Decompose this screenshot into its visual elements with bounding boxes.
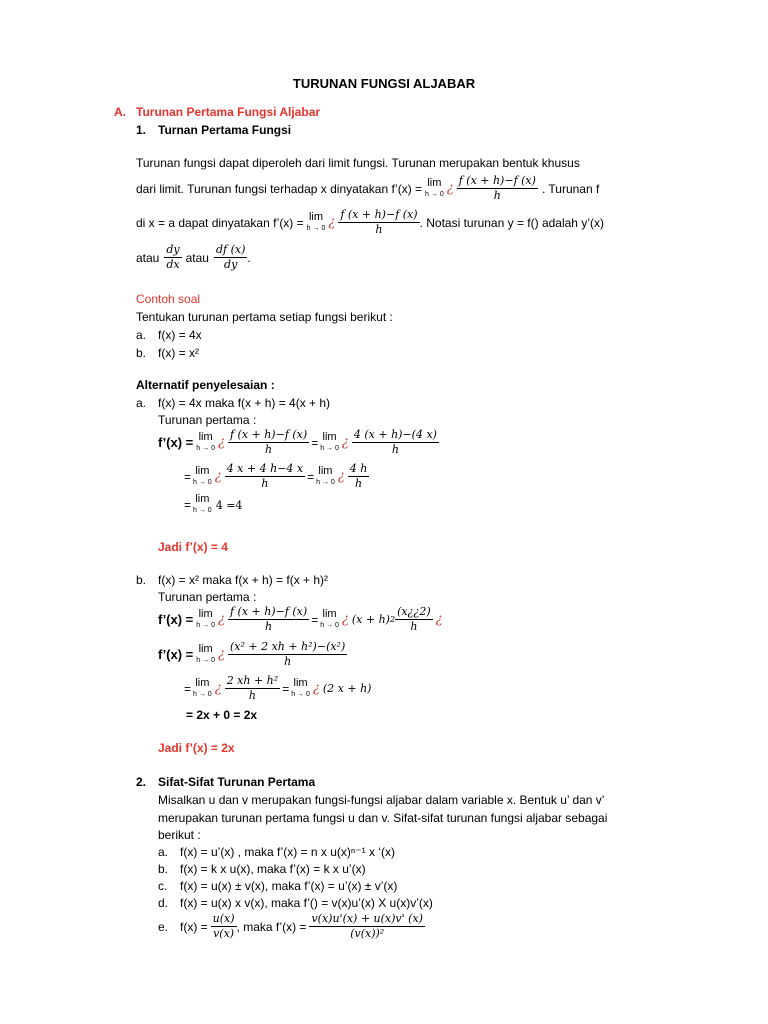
intro-line-2-text: dari limit. Turunan fungsi terhadap x dinyatakan f’(x) = <box>136 181 423 196</box>
limit-symbol: lim h → 0 <box>196 642 215 664</box>
difference-quotient: $\frac{f (x + h)-f (x)}{h}$ <box>340 208 418 236</box>
alt-b-turunan: Turunan pertama : <box>158 590 257 604</box>
quotient-fraction: $\frac{u(x)}{v(x)}$ <box>212 912 235 940</box>
period: . <box>247 250 251 265</box>
contoh-instruction: Tentukan turunan pertama setiap fungsi berikut : <box>136 310 393 324</box>
property-text: f(x) = <box>180 919 208 934</box>
property-label: a. <box>158 845 169 859</box>
atau-text: atau <box>136 250 160 265</box>
fraction: $\frac{f (x + h)-f (x)}{h}$ <box>229 605 308 633</box>
atau-text: atau <box>185 250 209 265</box>
inverted-question-mark: ¿ <box>435 612 443 627</box>
equals: = <box>311 612 319 627</box>
limit-symbol: lim h → 0 <box>425 176 444 198</box>
inverted-question-mark: ¿ <box>217 612 225 627</box>
section-a-heading: Turunan Pertama Fungsi Aljabar <box>136 105 321 119</box>
limit-symbol: lim h → 0 <box>193 493 212 514</box>
inverted-question-mark: ¿ <box>341 435 349 450</box>
alt-b-label: b. <box>136 573 147 587</box>
exponent: 2 <box>389 615 396 624</box>
property-label: b. <box>158 862 169 876</box>
intro-line-3-end: . Notasi turunan y = f() adalah y’(x) <box>419 215 604 230</box>
intro-line-2-end: . Turunan f <box>541 181 600 196</box>
result: 4 =4 <box>215 498 243 512</box>
limit-symbol: lim h → 0 <box>196 430 215 452</box>
sub2-para-3: berikut : <box>158 828 201 842</box>
inverted-question-mark: ¿ <box>214 681 222 696</box>
inverted-question-mark: ¿ <box>337 469 345 484</box>
sub1-number: 1. <box>136 123 147 137</box>
expression: (x + h) <box>351 613 390 626</box>
property-e <box>158 912 425 941</box>
inverted-question-mark: ¿ <box>312 681 320 696</box>
inverted-question-mark: ¿ <box>341 612 349 627</box>
property-text: f(x) = u(x) ± v(x), maka f’(x) = u’(x) ± v’(x) <box>180 879 398 893</box>
limit-symbol: lim h → 0 <box>320 430 339 452</box>
alt-b-text: f(x) = x² maka f(x + h) = f(x + h)² <box>158 573 329 587</box>
fraction: $\frac{f (x + h)-f (x)}{h}$ <box>229 428 308 456</box>
alternatif-heading: Alternatif penyelesaian : <box>136 378 275 392</box>
equals: = <box>282 681 290 696</box>
ex-a-step-3 <box>184 494 242 516</box>
ex-b-step-2 <box>158 640 347 669</box>
jadi-a: Jadi f’(x) = 4 <box>158 540 228 554</box>
intro-line-4 <box>136 243 251 272</box>
intro-line-3 <box>136 208 604 237</box>
quotient-rule-fraction: $\frac{v(x)u'(x) + u(x)v' (x)}{\text{(v(x))²}}$ <box>311 912 423 940</box>
contoh-item-label: a. <box>136 328 147 342</box>
inverted-question-mark: ¿ <box>217 435 225 450</box>
inverted-question-mark: ¿ <box>217 647 225 662</box>
alt-a-label: a. <box>136 396 147 410</box>
sub2-heading: Sifat-Sifat Turunan Pertama <box>158 775 316 789</box>
limit-symbol: lim h → 0 <box>196 607 215 629</box>
contoh-item-text: f(x) = x² <box>158 346 199 360</box>
property-label: d. <box>158 896 169 910</box>
inverted-question-mark: ¿ <box>214 469 222 484</box>
fprime-label: f’(x) = <box>158 612 194 627</box>
equals: = <box>311 435 319 450</box>
sub2-para-1: Misalkan u dan v merupakan fungsi-fungsi aljabar dalam variable x. Bentuk u’ dan v’ <box>158 793 605 807</box>
ex-b-step-1 <box>158 605 446 634</box>
fprime-label: f’(x) = <box>158 435 194 450</box>
fraction: $\frac{\text{(x² + 2 xh + h²)−(x²)}}{h}$ <box>229 640 346 668</box>
limit-symbol: lim h → 0 <box>291 676 310 698</box>
intro-line-2 <box>136 174 599 203</box>
alt-a-text: f(x) = 4x maka f(x + h) = 4(x + h) <box>158 396 331 410</box>
fraction: $\frac{(x¿¿2)}{h}$ <box>397 605 431 633</box>
ex-a-step-2 <box>184 462 369 491</box>
sub2-number: 2. <box>136 775 147 789</box>
intro-line-1: Turunan fungsi dapat diperoleh dari limit fungsi. Turunan merupakan bentuk khusus <box>136 156 580 170</box>
equals: = <box>307 469 315 484</box>
contoh-heading: Contoh soal <box>136 292 201 306</box>
intro-line-3-text: di x = a dapat dinyatakan f’(x) = <box>136 215 304 230</box>
dfx-dy-fraction: $\frac{df (x)}{dy}$ <box>215 243 246 271</box>
property-label: e. <box>158 919 169 934</box>
property-label: c. <box>158 879 168 893</box>
property-text: f(x) = u(x) x v(x), maka f’() = v(x)u’(x) X u(x)v’(x) <box>180 896 433 910</box>
alt-a-turunan: Turunan pertama : <box>158 413 257 427</box>
inverted-question-mark: ¿ <box>328 215 336 230</box>
ex-b-result: = 2x + 0 = 2x <box>186 708 258 722</box>
limit-symbol: lim h → 0 <box>316 464 335 486</box>
contoh-item-text: f(x) = 4x <box>158 328 202 342</box>
section-a-letter: A. <box>114 105 126 119</box>
fraction: $\frac{4 x + 4 h-4 x}{h}$ <box>226 462 304 490</box>
dy-dx-fraction: $\frac{dy}{dx}$ <box>166 243 180 271</box>
property-text: , maka f’(x) = <box>236 919 307 934</box>
sub2-para-2: merupakan turunan pertama fungsi u dan v. Sifat-sifat turunan fungsi aljabar sebagai <box>158 811 608 825</box>
limit-symbol: lim h → 0 <box>306 210 326 232</box>
ex-a-step-1 <box>158 428 439 457</box>
fraction: $\frac{\text{2 xh + h²}}{h}$ <box>226 674 279 702</box>
sub1-heading: Turnan Pertama Fungsi <box>158 123 292 137</box>
jadi-b: Jadi f’(x) = 2x <box>158 741 235 755</box>
limit-symbol: lim h → 0 <box>320 607 339 629</box>
equals: = <box>184 469 192 484</box>
equals: = <box>184 681 192 696</box>
expression: (2 x + h) <box>322 682 372 695</box>
ex-b-step-3 <box>184 674 371 703</box>
limit-symbol: lim h → 0 <box>193 464 212 486</box>
property-text: f(x) = k x u(x), maka f’(x) = k x u’(x) <box>180 862 366 876</box>
equals: = <box>184 498 192 512</box>
page-title: TURUNAN FUNGSI ALJABAR <box>292 76 476 91</box>
contoh-item-label: b. <box>136 346 147 360</box>
difference-quotient: $\frac{f (x + h)-f (x)}{h}$ <box>458 174 536 202</box>
fraction: $\frac{4 h}{h}$ <box>349 462 368 490</box>
limit-symbol: lim h → 0 <box>193 676 212 698</box>
property-text: f(x) = u’(x) , maka f’(x) = n x u(x)ⁿ⁻¹ x ‘(x) <box>180 845 395 859</box>
fprime-label: f’(x) = <box>158 647 194 662</box>
inverted-question-mark: ¿ <box>446 181 454 196</box>
fraction: $\frac{4 (x + h)-(4 x)}{h}$ <box>353 428 437 456</box>
